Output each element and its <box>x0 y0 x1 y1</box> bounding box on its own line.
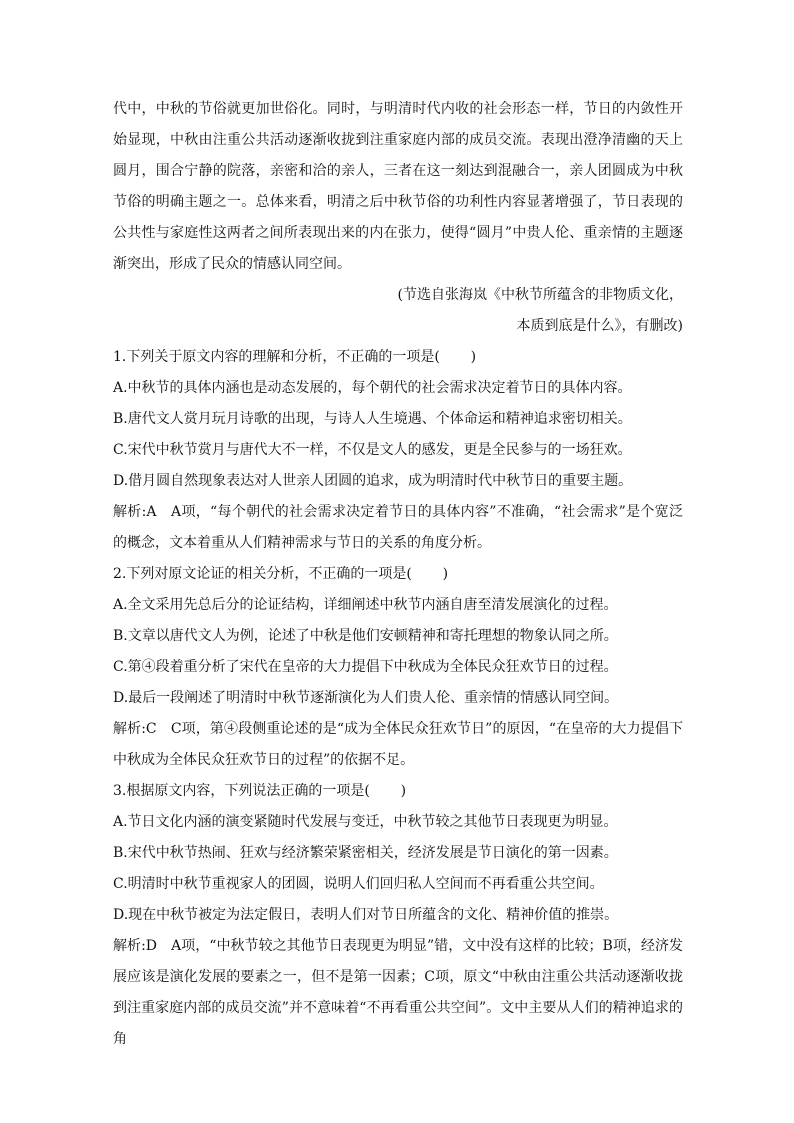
option-c: C.宋代中秋节赏月与唐代大不一样，不仅是文人的感发，更是全民参与的一场狂欢。 <box>113 442 632 458</box>
option-d: D.现在中秋节被定为法定假日，表明人们对节日所蕴含的文化、精神价值的推崇。 <box>113 907 619 923</box>
question-1 <box>113 342 683 559</box>
question-2 <box>113 559 683 776</box>
question-stem-end: ) <box>400 783 407 799</box>
option-c: C.第④段着重分析了宋代在皇帝的大力提倡下中秋成为全体民众狂欢节日的过程。 <box>113 659 618 675</box>
question-stem-text: 1.下列关于原文内容的理解和分析，不正确的一项是( <box>113 349 440 365</box>
analysis: 解析:C C项，第④段侧重论述的是“成为全体民众狂欢节日”的原因，“在皇帝的大力提倡下中秋成为全体民众狂欢节日的过程”的依据不足。 <box>113 721 683 768</box>
analysis: 解析:A A项，“每个朝代的社会需求决定着节日的具体内容”不准确，“社会需求”是个宽泛的概念，文本着重从人们精神需求与节日的关系的角度分析。 <box>113 504 683 551</box>
option-d: D.最后一段阐述了明清时中秋节逐渐演化为人们贵人伦、重亲情的情感认同空间。 <box>113 690 619 706</box>
question-3 <box>113 776 683 1055</box>
question-stem <box>113 776 683 807</box>
passage-paragraph: 代中，中秋的节俗就更加世俗化。同时，与明清时代内收的社会形态一样，节日的内敛性开始显现，中秋由注重公共活动逐渐收拢到注重家庭内部的成员交流。表现出澄净清幽的天上圆月，围合宁静的院落，亲密和洽的亲人，三者在这一刻达到混融合一，亲人团圆成为中秋节俗的明确主题之一。总体来看，明清之后中秋节俗的功利性内容显著增强了，节日表现的公共性与家庭性这两者之间所表现出来的内在张力，使得“圆月”中贵人伦、重亲情的主题逐渐突出，形成了民众的情感认同空间。 <box>113 101 683 272</box>
option-a: A.节日文化内涵的演变紧随时代发展与变迁，中秋节较之其他节日表现更为明显。 <box>113 814 618 830</box>
question-stem <box>113 342 683 373</box>
option-b: B.唐代文人赏月玩月诗歌的出现，与诗人人生境遇、个体命运和精神追求密切相关。 <box>113 411 632 427</box>
question-stem-text: 3.根据原文内容，下列说法正确的一项是( <box>113 783 370 799</box>
question-stem-end: ) <box>470 349 477 365</box>
question-stem <box>113 559 683 590</box>
option-b: B.宋代中秋节热闹、狂欢与经济繁荣紧密相关，经济发展是节日演化的第一因素。 <box>113 845 618 861</box>
option-c: C.明清时中秋节重视家人的团圆，说明人们回归私人空间而不再看重公共空间。 <box>113 876 604 892</box>
document-page <box>113 94 683 1055</box>
option-d: D.借月圆自然现象表达对人世亲人团圆的追求，成为明清时代中秋节日的重要主题。 <box>113 473 633 489</box>
question-stem-text: 2.下列对原文论证的相关分析，不正确的一项是( <box>113 566 412 582</box>
source-line-1: (节选自张海岚《中秋节所蕴含的非物质文化， <box>397 287 683 303</box>
option-a: A.全文采用先总后分的论证结构，详细阐述中秋节内涵自唐至清发展演化的过程。 <box>113 597 618 613</box>
option-a: A.中秋节的具体内涵也是动态发展的，每个朝代的社会需求决定着节日的具体内容。 <box>113 380 632 396</box>
analysis: 解析:D A项，“中秋节较之其他节日表现更为明显”错，文中没有这样的比较；B项，经济发展应该是演化发展的要素之一，但不是第一因素；C项，原文“中秋由注重公共活动逐渐收拢到注重家庭内部的成员交流”并不意味着“不再看重公共空间”。文中主要从人们的精神追求的角 <box>113 938 683 1047</box>
option-b: B.文章以唐代文人为例，论述了中秋是他们安顿精神和寄托理想的物象认同之所。 <box>113 628 618 644</box>
source-line-2: 本质到底是什么》，有删改) <box>516 318 683 334</box>
question-stem-end: ) <box>442 566 449 582</box>
